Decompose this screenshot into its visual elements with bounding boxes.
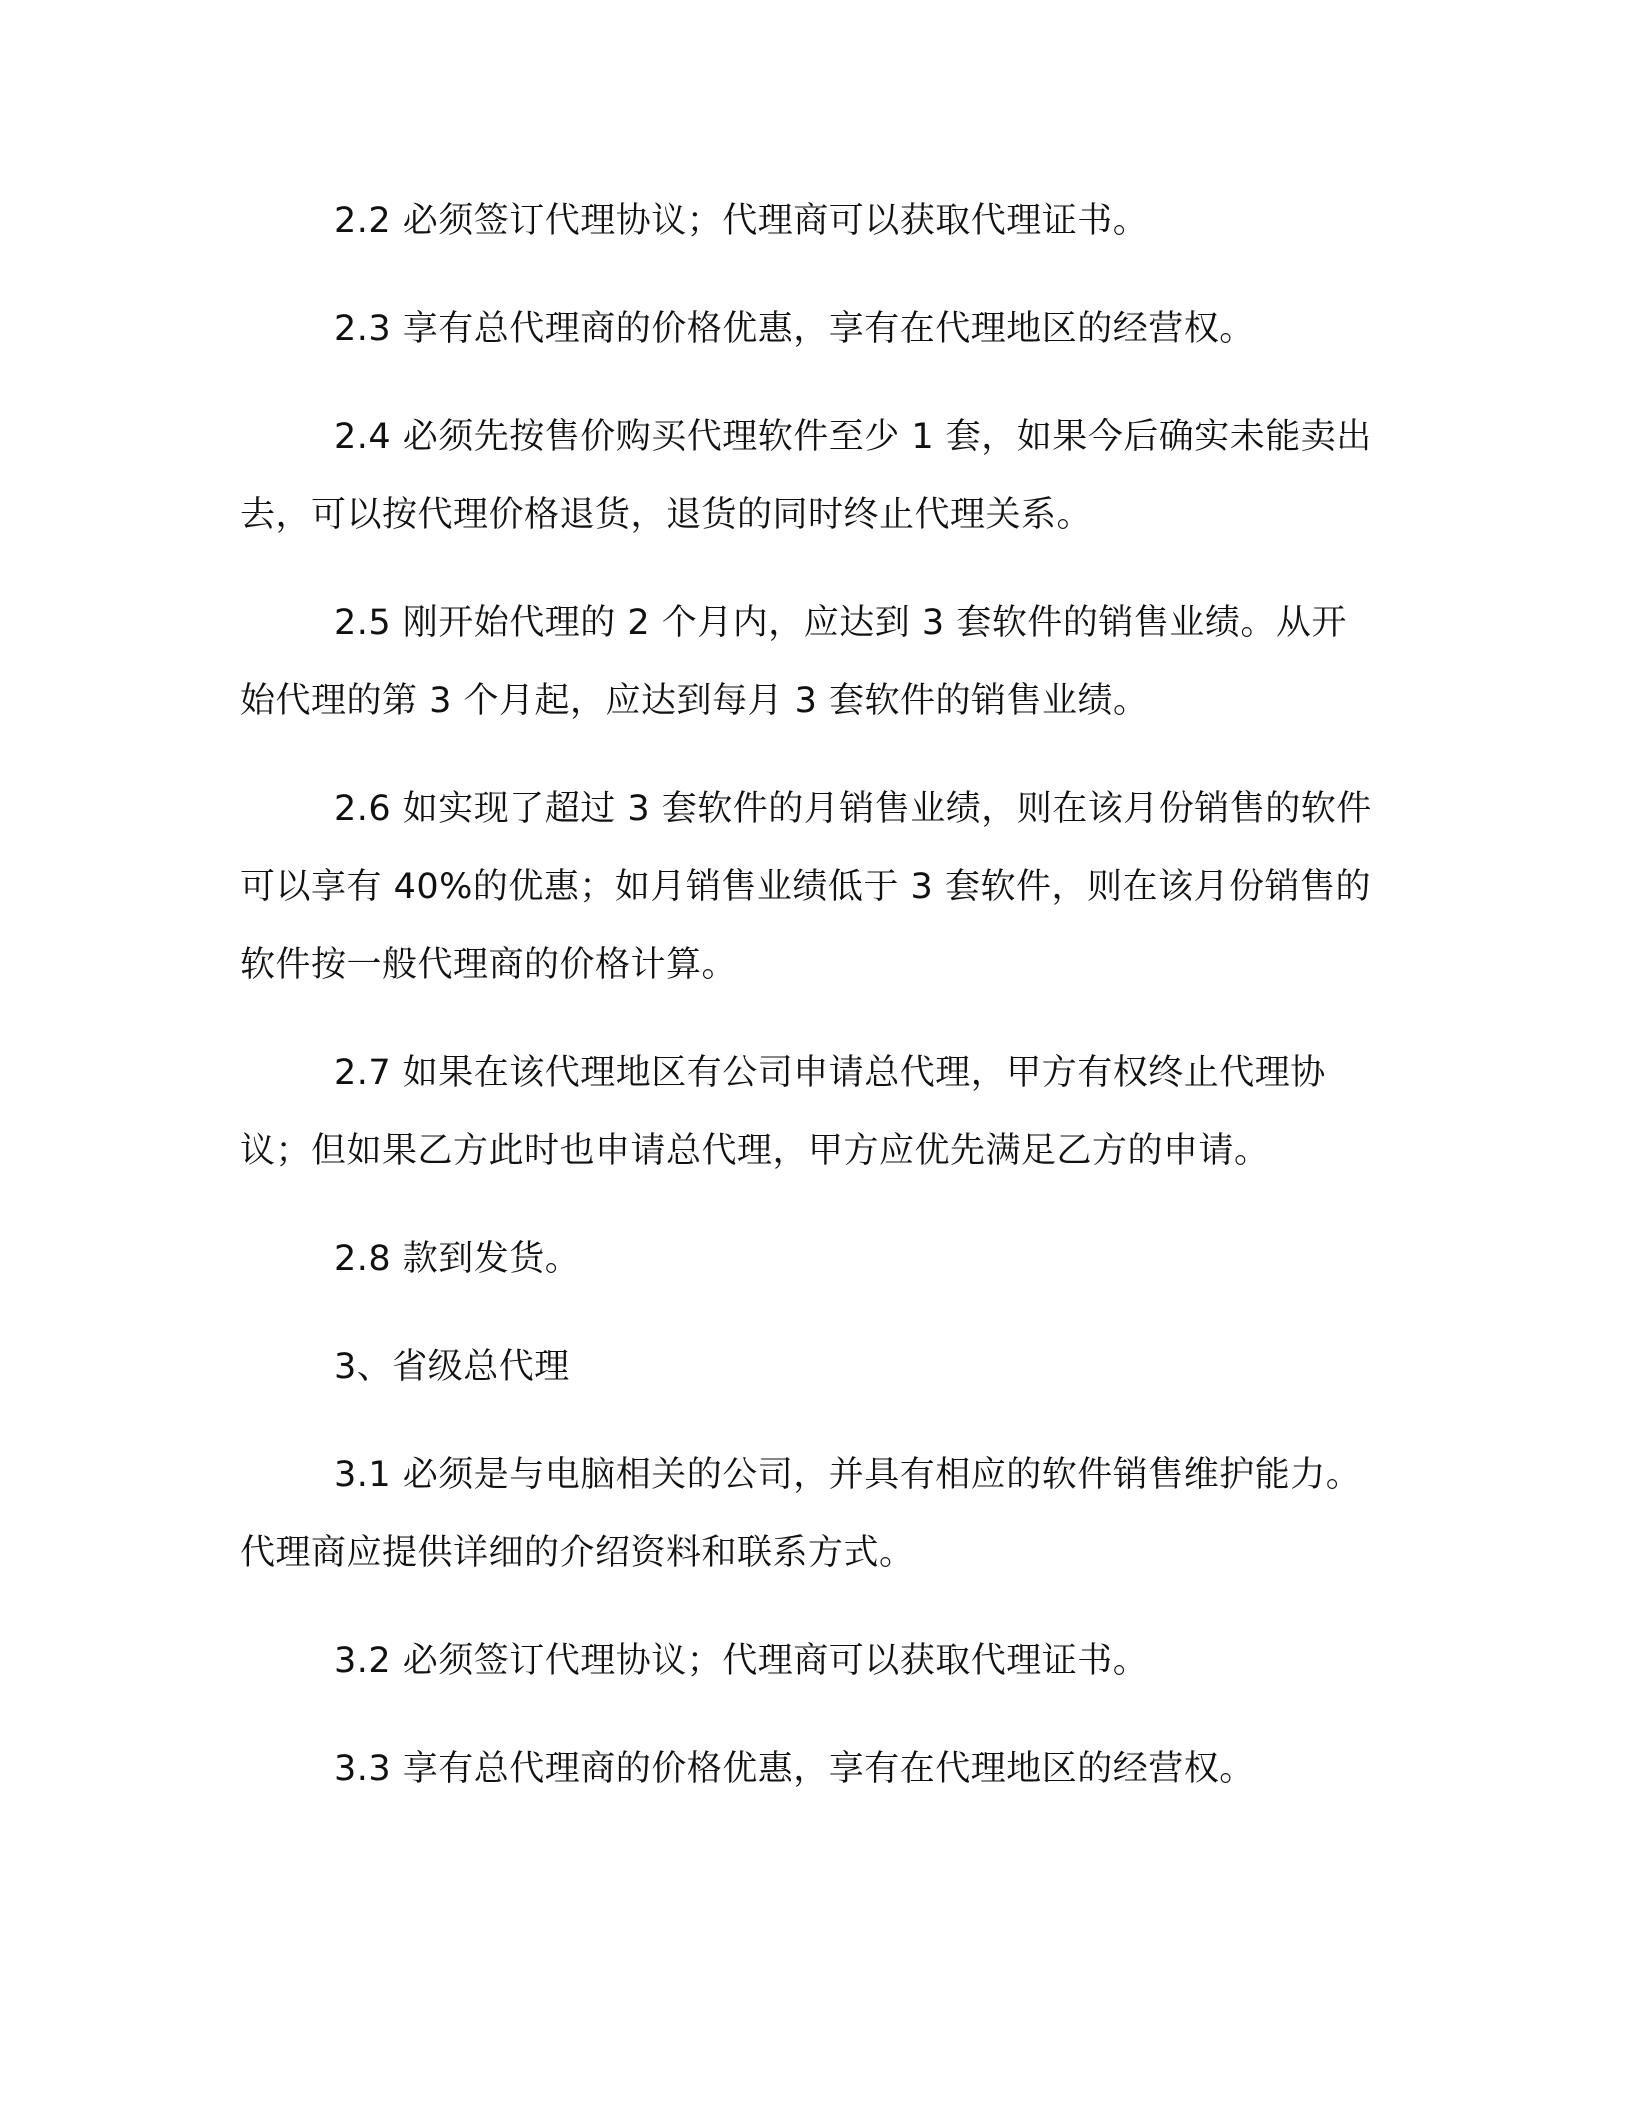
paragraph-2-4: 2.4 必须先按售价购买代理软件至少 1 套，如果今后确实未能卖出去，可以按代理价格退货，退货的同时终止代理关系。 xyxy=(240,417,1372,535)
paragraph-2-2: 2.2 必须签订代理协议；代理商可以获取代理证书。 xyxy=(334,201,1149,241)
paragraph-2-7: 2.7 如果在该代理地区有公司申请总代理，甲方有权终止代理协议；但如果乙方此时也申请总代理，甲方应优先满足乙方的申请。 xyxy=(240,1053,1326,1171)
document-body xyxy=(240,182,1380,1838)
paragraph-3-3: 3.3 享有总代理商的价格优惠，享有在代理地区的经营权。 xyxy=(334,1749,1255,1789)
paragraph-2-8: 2.8 款到发货。 xyxy=(334,1239,581,1279)
paragraph-2-6: 2.6 如实现了超过 3 套软件的月销售业绩，则在该月份销售的软件可以享有 40%的优惠；如月销售业绩低于 3 套软件，则在该月份销售的软件按一般代理商的价格计算。 xyxy=(240,789,1372,985)
section-heading-3: 3、省级总代理 xyxy=(334,1347,570,1387)
paragraph-3-2: 3.2 必须签订代理协议；代理商可以获取代理证书。 xyxy=(334,1641,1149,1681)
paragraph-3-1: 3.1 必须是与电脑相关的公司，并具有相应的软件销售维护能力。代理商应提供详细的介绍资料和联系方式。 xyxy=(240,1455,1362,1573)
paragraph-2-5: 2.5 刚开始代理的 2 个月内，应达到 3 套软件的销售业绩。从开始代理的第 3 个月起，应达到每月 3 套软件的销售业绩。 xyxy=(240,603,1347,721)
paragraph-2-3: 2.3 享有总代理商的价格优惠，享有在代理地区的经营权。 xyxy=(334,309,1255,349)
